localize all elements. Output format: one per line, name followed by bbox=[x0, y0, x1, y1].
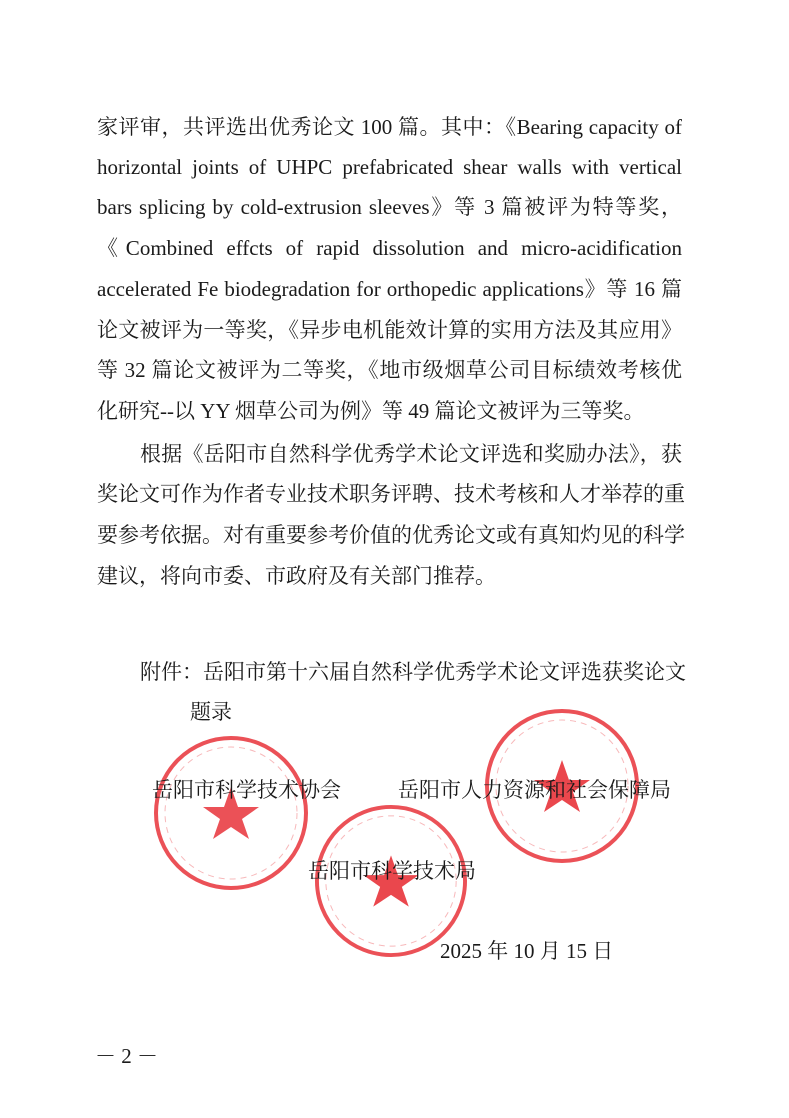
text-line: bars splicing by cold-extrusion sleeves》等 3 篇被评为特等奖， bbox=[97, 195, 682, 219]
text-line: 要参考依据。对有重要参考价值的优秀论文或有真知灼见的科学 bbox=[97, 523, 685, 547]
text-line: 化研究--以 YY 烟草公司为例》等 49 篇论文被评为三等奖。 bbox=[97, 399, 645, 423]
signature-science-bureau: 岳阳市科学技术局 bbox=[308, 859, 476, 883]
attachment-line: 附件：岳阳市第十六届自然科学优秀学术论文评选获奖论文 bbox=[140, 660, 686, 684]
text-line: 根据《岳阳市自然科学优秀学术论文评选和奖励办法》，获 bbox=[140, 442, 682, 466]
text-line: horizontal joints of UHPC prefabricated shear walls with vertical bbox=[97, 155, 682, 179]
text-line: 奖论文可作为作者专业技术职务评聘、技术考核和人才举荐的重 bbox=[97, 482, 685, 506]
official-seal-science-association bbox=[153, 735, 309, 891]
document-date: 2025 年 10 月 15 日 bbox=[440, 939, 614, 963]
text-line: 论文被评为一等奖，《异步电机能效计算的实用方法及其应用》 bbox=[97, 318, 682, 342]
text-line: 等 32 篇论文被评为二等奖，《地市级烟草公司目标绩效考核优 bbox=[97, 358, 682, 382]
text-line: 建议，将向市委、市政府及有关部门推荐。 bbox=[97, 564, 496, 588]
signature-science-association: 岳阳市科学技术协会 bbox=[152, 778, 341, 802]
text-line: 《Combined effcts of rapid dissolution and micro-acidification bbox=[97, 236, 682, 260]
attachment-line: 题录 bbox=[190, 700, 232, 724]
signature-hr-bureau: 岳阳市人力资源和社会保障局 bbox=[398, 778, 671, 802]
text-line: 家评审，共评选出优秀论文 100 篇。其中：《Bearing capacity of bbox=[97, 115, 682, 139]
text-line: accelerated Fe biodegradation for orthopedic applications》等 16 篇 bbox=[97, 277, 682, 301]
page-number: － 2 － bbox=[95, 1044, 158, 1068]
